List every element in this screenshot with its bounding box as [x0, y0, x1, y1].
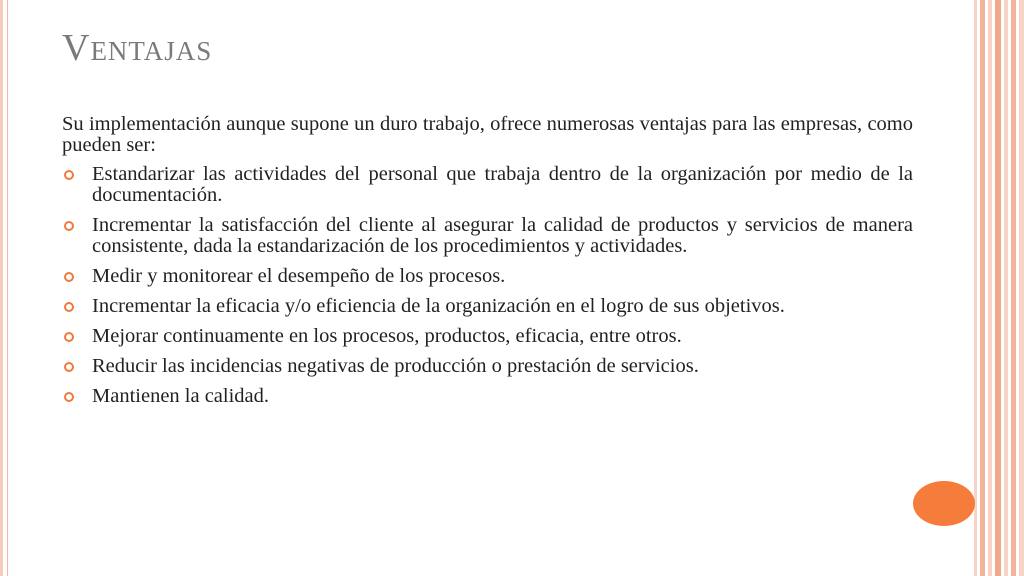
list-item: Medir y monitorear el desempeño de los procesos.	[62, 266, 913, 287]
list-item: Reducir las incidencias negativas de producción o prestación de servicios.	[62, 356, 913, 377]
list-item: Incrementar la eficacia y/o eficiencia de la organización en el logro de sus objetivos.	[62, 296, 913, 317]
left-border-line	[7, 0, 8, 576]
left-border-stripe	[0, 0, 3, 576]
list-item: Incrementar la satisfacción del cliente al asegurar la calidad de productos y servicios de manera consistente, dada la estandarización de los procedimientos y actividades.	[62, 215, 913, 257]
ring-bullet-icon	[64, 392, 74, 402]
ring-bullet-icon	[64, 272, 74, 282]
slide-body	[62, 114, 913, 416]
right-decorative-stripes	[974, 0, 1024, 576]
ring-bullet-icon	[64, 302, 74, 312]
list-item: Mejorar continuamente en los procesos, productos, eficacia, entre otros.	[62, 326, 913, 347]
ring-bullet-icon	[64, 170, 74, 180]
intro-paragraph: Su implementación aunque supone un duro trabajo, ofrece numerosas ventajas para las empresas, como pueden ser:	[62, 113, 913, 156]
benefits-list	[62, 164, 913, 407]
decorative-orange-circle	[913, 481, 975, 526]
ring-bullet-icon	[64, 332, 74, 342]
slide-title: Ventajas	[62, 27, 213, 69]
list-item: Estandarizar las actividades del personal que trabaja dentro de la organización por medio de la documentación.	[62, 164, 913, 206]
ring-bullet-icon	[64, 221, 74, 231]
ring-bullet-icon	[64, 362, 74, 372]
list-item: Mantienen la calidad.	[62, 386, 913, 407]
